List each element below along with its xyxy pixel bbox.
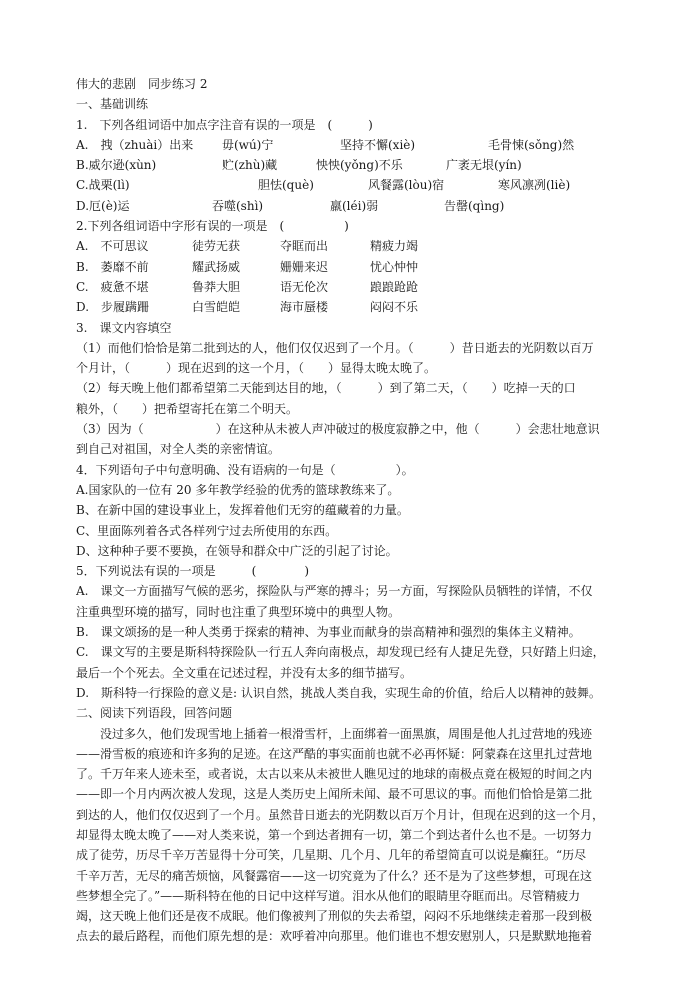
option-cell: 胆怯(què) [258,178,314,193]
option-cell: 风餐露(lòu)宿 [368,178,445,193]
question-5-option: D. 斯科特一行探险的意义是: 认识自然，挑战人类自我，实现生命的价值，给后人以精神的鼓舞。 [76,685,601,700]
option-cell: 忧心忡忡 [370,259,419,274]
question-2-option-row [76,236,628,256]
option-cell: 徒劳无获 [192,239,241,254]
option-cell: 白雪皑皑 [192,300,241,315]
worksheet-page [76,74,628,947]
option-cell: 踉踉跄跄 [370,279,419,294]
question-5-stem: 5．下列说法有误的一项是 ( ) [76,564,309,579]
option-cell: 海市蜃楼 [280,300,329,315]
passage-line: ——滑雪板的痕迹和许多狗的足迹。在这严酷的事实面前也就不必再怀疑：阿蒙森在这里扎过营地 [76,746,593,761]
question-2-option-row [76,257,628,277]
passage-line: 竭，这天晚上他们还是夜不成眠。他们像被判了刑似的失去希望，闷闷不乐地继续走着那一段到极 [76,909,593,924]
question-1-option-row [76,135,628,155]
passage-line: 却显得太晚太晚了——对人类来说，第一个到达者拥有一切，第二个到达者什么也不是。一切努力 [76,827,593,842]
option-cell: B. 萎靡不前 [76,259,149,274]
question-2-option-row [76,297,628,317]
question-1-stem: 1. 下列各组词语中加点字注音有误的一项是 ( ) [76,117,373,132]
section-heading-basic: 一、基础训练 [76,97,149,112]
option-cell: 姗姗来迟 [280,259,329,274]
question-3-line: 粮外，（ ）把希望寄托在第二个明天。 [76,401,299,416]
passage-line: ——即一个月内两次被人发现，这是人类历史上闻所未闻、最不可思议的事。而他们恰恰是第二批 [76,787,593,802]
option-cell: D. 步履蹒跚 [76,300,150,315]
option-cell: 贮(zhù)藏 [222,158,278,173]
option-cell: 广袤无垠(yín) [446,158,522,173]
option-cell: 精疲力竭 [370,239,419,254]
option-cell: A. 拽（zhuài）出来 [76,137,194,152]
question-4-option: A.国家队的一位有 20 多年教学经验的优秀的篮球教练来了。 [76,482,400,497]
option-cell: 羸(léi)弱 [330,198,379,213]
question-3-stem: 3. 课文内容填空 [76,320,172,335]
page-title: 伟大的悲剧 同步练习 2 [76,77,208,91]
question-2-stem: 2.下列各组词语中字形有误的一项是 ( ) [76,219,349,234]
question-4-option: C、里面陈列着各式各样列宁过去所使用的东西。 [76,523,338,538]
option-cell: 夺眶而出 [280,239,329,254]
option-cell: 耀武扬威 [192,259,241,274]
question-2-option-row [76,277,628,297]
passage-line: 千辛万苦，无尽的痛苦烦恼，风餐露宿——这一切究竟为了什么？还不是为了这些梦想，可现在这 [76,868,593,883]
question-3-line: （2）每天晚上他们都希望第二天能到达目的地，（ ）到了第二天，（ ）吃掉一天的口 [76,381,576,396]
option-cell: 告罄(qìng) [444,198,505,213]
question-4-stem: 4．下列语句子中句意明确、没有语病的一句是（ ）。 [76,462,414,477]
question-3-line: 到自己对祖国，对全人类的亲密情谊。 [76,442,281,457]
option-cell: D.厄(è)运 [76,198,130,213]
option-cell: 坚持不懈(xiè) [340,137,416,152]
option-cell: 怏怏(yǒng)不乐 [316,158,403,173]
option-cell: B.威尔逊(xùn) [76,158,157,173]
question-4-option: B、在新中国的建设事业上，发挥着他们无穷的蕴藏着的力量。 [76,503,409,518]
question-5-option: C. 课文写的主要是斯科特探险队一行五人奔向南极点，却发现已经有人捷足先登，只好踏上归途， [76,645,605,660]
option-cell: 毛骨悚(sǒng)然 [488,137,575,152]
question-5-option: A. 课文一方面描写气候的恶劣，探险队与严寒的搏斗；另一方面，写探险队员牺牲的详情，不仅 [76,584,593,599]
question-4-option: D、这种种子要不要换，在领导和群众中广泛的引起了讨论。 [76,543,398,558]
passage-line: 没过多久，他们发现雪地上插着一根滑雪杆，上面绑着一面黑旗，周围是他人扎过营地的残迹 [100,726,593,741]
passage-line: 点去的最后路程，而他们原先想的是：欢呼着冲向那里。他们谁也不想安慰别人，只是默默地拖着 [76,929,593,944]
passage-line: 了。千万年来人迹未至，或者说，太古以来从未被世人瞧见过的地球的南极点竟在极短的时间之内 [76,767,593,782]
question-1-option-row [76,196,628,216]
question-3-line: 个月计，（ ）现在迟到的这一个月，（ ）显得太晚太晚了。 [76,361,437,376]
question-5-option: B. 课文颂扬的是一种人类勇于探索的精神、为事业而献身的崇高精神和强烈的集体主义精神。 [76,625,581,640]
passage-line: 成了徒劳，历尽千辛万苦显得十分可笑，几星期、几个月、几年的希望简直可以说是癫狂。“历尽 [76,848,587,863]
option-cell: A. 不可思议 [76,239,149,254]
option-cell: 寒风凛冽(liè) [498,178,571,193]
option-cell: 毋(wú)宁 [222,137,274,152]
question-5-option: 注重典型环境的描写，同时也注重了典型环境中的典型人物。 [76,604,401,619]
option-cell: 闷闷不乐 [370,300,419,315]
question-1-option-row [76,175,628,195]
question-3-line: （1）而他们恰恰是第二批到达的人，他们仅仅迟到了一个月。（ ）昔日逝去的光阴数以百万 [76,340,594,355]
question-3-line: （3）因为（ ）在这种从未被人声冲破过的极度寂静之中，他（ ）会悲壮地意识 [76,422,600,437]
section-heading-reading: 二、阅读下列语段，回答问题 [76,706,233,721]
passage-line: 些梦想全完了。”——斯科特在他的日记中这样写道。泪水从他们的眼睛里夺眶而出。尽管精疲力 [76,888,581,903]
question-5-option: 最后一个个死去。全文重在记述过程，并没有太多的细节描写。 [76,665,413,680]
option-cell: 鲁莽大胆 [192,279,241,294]
option-cell: 语无伦次 [280,279,329,294]
option-cell: C. 疲惫不堪 [76,279,149,294]
option-cell: C.战栗(lì) [76,178,130,193]
question-1-option-row [76,155,628,175]
passage-line: 到达的人，他们仅仅迟到了一个月。虽然昔日逝去的光阴数以百万个月计，但现在迟到的这一个月， [76,807,605,822]
option-cell: 吞噬(shì) [212,198,264,213]
